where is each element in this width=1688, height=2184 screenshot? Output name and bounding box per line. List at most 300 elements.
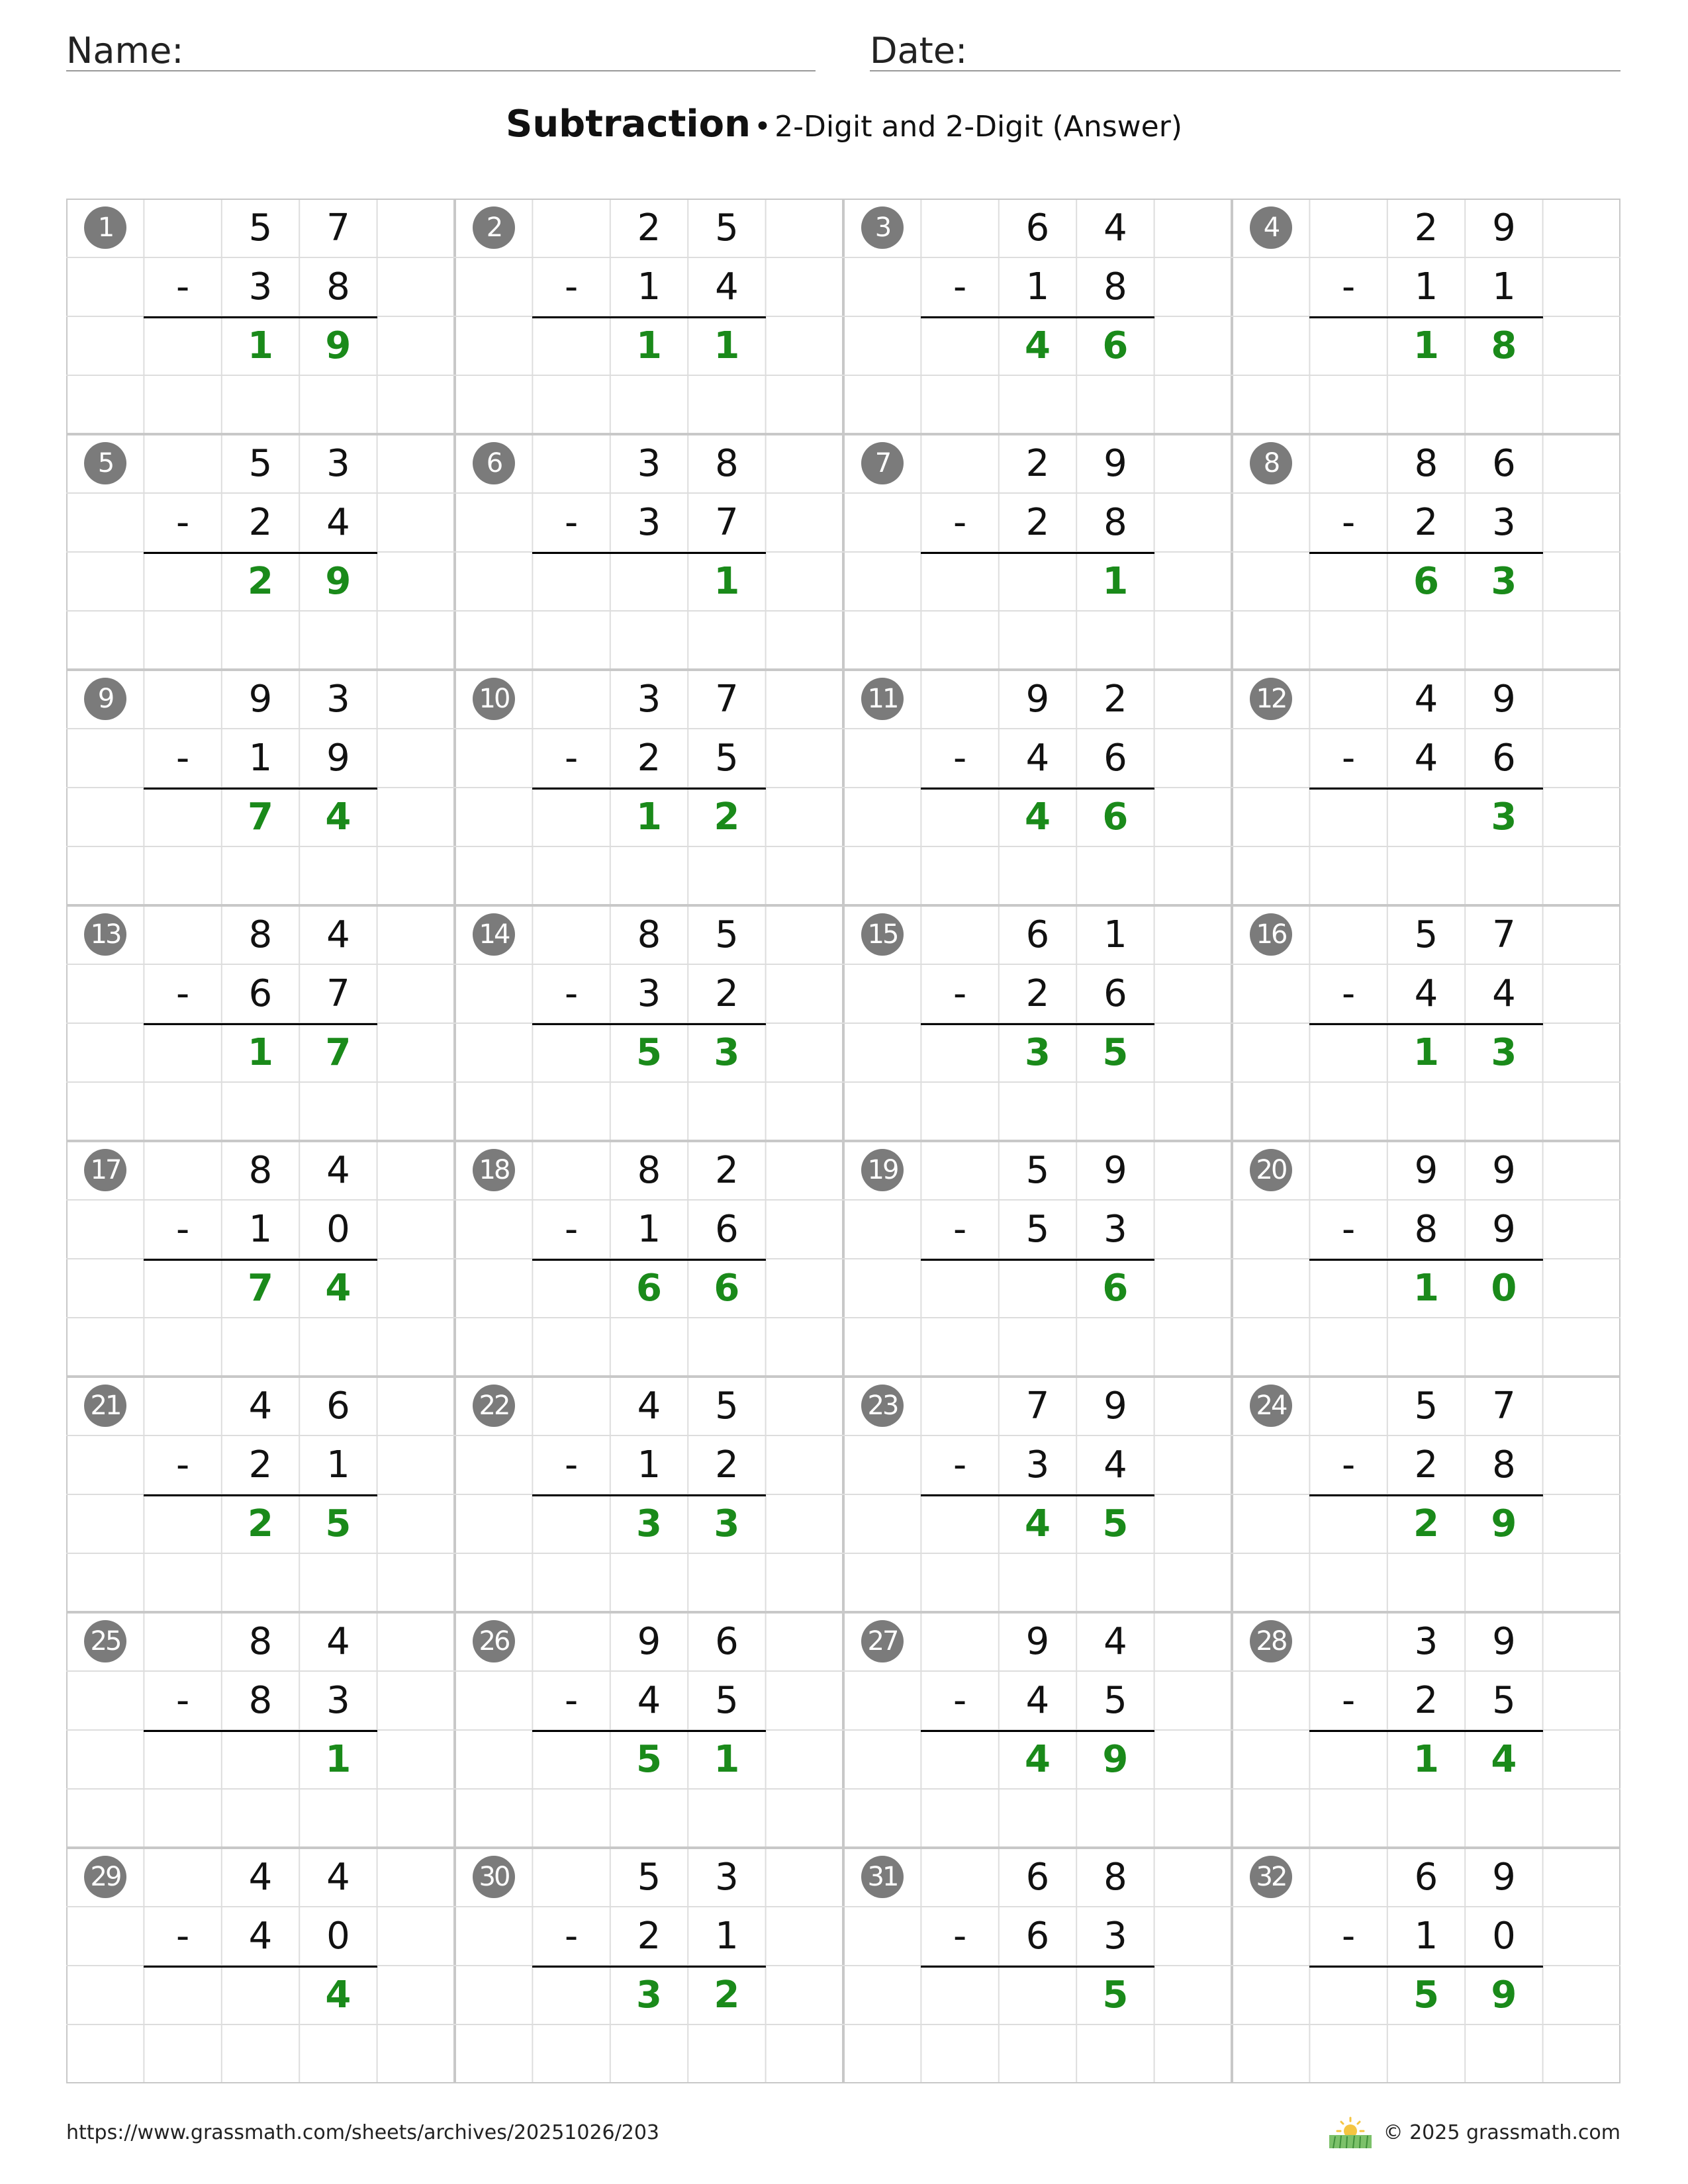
minuend-ones-digit: 4 (326, 1620, 350, 1663)
answer-ones-digit: 6 (1102, 324, 1129, 367)
problem-number-badge: 25 (84, 1620, 126, 1662)
answer-rule (144, 1259, 377, 1261)
answer-ones-digit: 6 (1102, 796, 1129, 839)
subtrahend-tens-digit: 1 (1414, 265, 1438, 308)
problem-number-badge: 16 (1250, 913, 1292, 956)
answer-ones-digit: 3 (714, 1031, 740, 1074)
answer-tens-digit: 3 (636, 1974, 662, 2017)
answer-ones-digit: 1 (714, 1738, 740, 1781)
subtrahend-tens-digit: 1 (1414, 1915, 1438, 1958)
subtrahend-ones-digit: 6 (1103, 972, 1127, 1015)
minuend-tens-digit: 8 (1414, 442, 1438, 485)
minuend-ones-digit: 5 (715, 206, 739, 250)
minus-sign: - (1341, 737, 1356, 780)
title-subtitle: 2-Digit and 2-Digit (Answer) (774, 110, 1182, 144)
problem-number-badge: 29 (84, 1856, 126, 1898)
minuend-ones-digit: 2 (1103, 678, 1127, 721)
answer-ones-digit: 4 (1491, 1738, 1517, 1781)
minus-sign: - (564, 265, 579, 308)
minuend-tens-digit: 9 (637, 1620, 661, 1663)
problem-number-badge: 4 (1250, 206, 1292, 249)
subtrahend-tens-digit: 4 (248, 1915, 273, 1958)
problem-number-badge: 14 (473, 913, 515, 956)
answer-tens-digit: 2 (248, 560, 273, 603)
answer-tens-digit: 3 (636, 1502, 662, 1545)
minus-sign: - (1341, 1679, 1356, 1722)
minuend-ones-digit: 1 (1103, 913, 1127, 956)
answer-tens-digit (222, 1966, 299, 2025)
problem-number-badge: 8 (1250, 442, 1292, 484)
answer-rule (532, 1730, 765, 1732)
problem-number-badge: 20 (1250, 1149, 1292, 1191)
answer-ones-digit: 4 (325, 1974, 352, 2017)
subtrahend-ones-digit: 7 (326, 972, 350, 1015)
answer-rule (1309, 1494, 1542, 1496)
subtrahend-ones-digit: 9 (326, 737, 350, 780)
answer-rule (1309, 1259, 1542, 1261)
minuend-ones-digit: 9 (1103, 1385, 1127, 1428)
minuend-ones-digit: 6 (715, 1620, 739, 1663)
answer-ones-digit: 0 (1491, 1267, 1517, 1310)
minuend-ones-digit: 9 (1492, 206, 1516, 250)
problem-number-badge: 13 (84, 913, 126, 956)
problem-block (66, 199, 455, 434)
answer-ones-digit: 1 (325, 1738, 352, 1781)
minuend-ones-digit: 8 (715, 442, 739, 485)
answer-rule (1309, 1023, 1542, 1025)
answer-rule (1309, 1966, 1542, 1968)
subtrahend-ones-digit: 8 (1103, 501, 1127, 544)
subtrahend-ones-digit: 8 (326, 265, 350, 308)
minuend-tens-digit: 6 (1025, 206, 1050, 250)
subtrahend-tens-digit: 2 (1025, 501, 1050, 544)
title-separator: • (754, 110, 771, 144)
minuend-tens-digit: 2 (1025, 442, 1050, 485)
minuend-tens-digit: 2 (637, 206, 661, 250)
answer-rule (532, 1494, 765, 1496)
subtrahend-ones-digit: 0 (1492, 1915, 1516, 1958)
minuend-ones-digit: 2 (715, 1149, 739, 1192)
problem-block (1232, 1848, 1620, 2083)
problem-block (455, 434, 843, 670)
answer-tens-digit (1387, 788, 1465, 846)
subtrahend-ones-digit: 0 (326, 1915, 350, 1958)
problem-number-badge: 10 (473, 678, 515, 720)
minuend-ones-digit: 4 (326, 1856, 350, 1899)
problem-block (843, 1141, 1232, 1377)
grass-sun-logo-icon (1327, 2114, 1374, 2150)
problem-block (1232, 670, 1620, 905)
problem-block (1232, 905, 1620, 1141)
answer-rule (532, 552, 765, 554)
subtrahend-ones-digit: 7 (715, 501, 739, 544)
minus-sign: - (1341, 1208, 1356, 1251)
subtrahend-ones-digit: 5 (1492, 1679, 1516, 1722)
answer-ones-digit: 3 (1491, 560, 1517, 603)
minus-sign: - (1341, 265, 1356, 308)
problem-block (455, 1377, 843, 1612)
answer-tens-digit (999, 1966, 1076, 2025)
subtrahend-ones-digit: 2 (715, 972, 739, 1015)
worksheet-title (0, 103, 1688, 146)
problem-block (1232, 1377, 1620, 1612)
minuend-tens-digit: 5 (248, 442, 273, 485)
minus-sign: - (953, 737, 967, 780)
subtrahend-tens-digit: 2 (1414, 1679, 1438, 1722)
subtrahend-ones-digit: 6 (1492, 737, 1516, 780)
subtrahend-ones-digit: 9 (1492, 1208, 1516, 1251)
answer-ones-digit: 3 (1491, 1031, 1517, 1074)
minus-sign: - (953, 1443, 967, 1486)
subtrahend-tens-digit: 2 (637, 737, 661, 780)
answer-tens-digit: 4 (1025, 796, 1051, 839)
problem-number-badge: 32 (1250, 1856, 1292, 1898)
problem-block (843, 199, 1232, 434)
name-label: Name: (66, 30, 184, 71)
answer-rule (144, 316, 377, 318)
answer-tens-digit: 6 (1413, 560, 1439, 603)
minuend-ones-digit: 5 (715, 1385, 739, 1428)
minuend-ones-digit: 7 (1492, 913, 1516, 956)
subtrahend-ones-digit: 1 (715, 1915, 739, 1958)
problem-block (843, 1377, 1232, 1612)
answer-tens-digit: 2 (248, 1502, 273, 1545)
minus-sign: - (953, 1208, 967, 1251)
subtrahend-ones-digit: 2 (715, 1443, 739, 1486)
answer-rule (532, 1966, 765, 1968)
minus-sign: - (175, 1208, 190, 1251)
answer-ones-digit: 1 (714, 324, 740, 367)
answer-tens-digit: 1 (248, 1031, 273, 1074)
answer-ones-digit: 5 (1102, 1974, 1129, 2017)
subtrahend-tens-digit: 2 (1025, 972, 1050, 1015)
problem-block (1232, 434, 1620, 670)
minuend-tens-digit: 5 (248, 206, 273, 250)
answer-rule (921, 1966, 1154, 1968)
problem-block (455, 199, 843, 434)
subtrahend-tens-digit: 3 (637, 972, 661, 1015)
minuend-tens-digit: 9 (1025, 1620, 1050, 1663)
minuend-tens-digit: 6 (1414, 1856, 1438, 1899)
subtrahend-ones-digit: 1 (326, 1443, 350, 1486)
minuend-tens-digit: 3 (637, 442, 661, 485)
problem-block (66, 1377, 455, 1612)
answer-tens-digit: 2 (1413, 1502, 1439, 1545)
subtrahend-tens-digit: 1 (637, 1443, 661, 1486)
subtrahend-tens-digit: 2 (1414, 1443, 1438, 1486)
answer-tens-digit: 5 (636, 1738, 662, 1781)
answer-tens-digit: 1 (1413, 1738, 1439, 1781)
minus-sign: - (564, 501, 579, 544)
minuend-tens-digit: 8 (248, 913, 273, 956)
problem-number-badge: 21 (84, 1385, 126, 1427)
answer-rule (921, 1259, 1154, 1261)
problem-number-badge: 9 (84, 678, 126, 720)
answer-rule (144, 1966, 377, 1968)
answer-ones-digit: 4 (325, 1267, 352, 1310)
minus-sign: - (564, 1208, 579, 1251)
minus-sign: - (953, 501, 967, 544)
answer-rule (144, 552, 377, 554)
problem-number-badge: 17 (84, 1149, 126, 1191)
minuend-ones-digit: 6 (326, 1385, 350, 1428)
minuend-ones-digit: 8 (1103, 1856, 1127, 1899)
minuend-ones-digit: 3 (326, 678, 350, 721)
subtrahend-ones-digit: 5 (1103, 1679, 1127, 1722)
problem-number-badge: 1 (84, 206, 126, 249)
answer-tens-digit: 1 (248, 324, 273, 367)
minus-sign: - (953, 1679, 967, 1722)
minuend-ones-digit: 9 (1103, 1149, 1127, 1192)
minuend-ones-digit: 4 (1103, 1620, 1127, 1663)
minus-sign: - (175, 972, 190, 1015)
subtrahend-tens-digit: 4 (1025, 737, 1050, 780)
minus-sign: - (564, 1443, 579, 1486)
footer-copyright: © 2025 grassmath.com (1383, 2121, 1620, 2144)
subtrahend-ones-digit: 8 (1103, 265, 1127, 308)
answer-rule (1309, 316, 1542, 318)
problem-block (1232, 1141, 1620, 1377)
minus-sign: - (175, 1679, 190, 1722)
minus-sign: - (564, 737, 579, 780)
minus-sign: - (1341, 972, 1356, 1015)
answer-tens-digit: 1 (1413, 1267, 1439, 1310)
problem-block (455, 905, 843, 1141)
subtrahend-ones-digit: 4 (715, 265, 739, 308)
subtrahend-ones-digit: 3 (1103, 1208, 1127, 1251)
problem-number-badge: 24 (1250, 1385, 1292, 1427)
subtrahend-tens-digit: 4 (637, 1679, 661, 1722)
minuend-tens-digit: 9 (1025, 678, 1050, 721)
minuend-tens-digit: 3 (1414, 1620, 1438, 1663)
answer-rule (532, 788, 765, 790)
answer-tens-digit: 7 (248, 1267, 273, 1310)
minus-sign: - (175, 1915, 190, 1958)
answer-ones-digit: 9 (325, 560, 352, 603)
problem-number-badge: 26 (473, 1620, 515, 1662)
subtrahend-ones-digit: 3 (326, 1679, 350, 1722)
problem-block (455, 1612, 843, 1848)
answer-ones-digit: 8 (1491, 324, 1517, 367)
problem-number-badge: 23 (861, 1385, 904, 1427)
minuend-tens-digit: 4 (1414, 678, 1438, 721)
problem-number-badge: 2 (473, 206, 515, 249)
subtrahend-tens-digit: 3 (1025, 1443, 1050, 1486)
subtrahend-tens-digit: 5 (1025, 1208, 1050, 1251)
answer-rule (532, 1023, 765, 1025)
answer-ones-digit: 6 (714, 1267, 740, 1310)
date-label: Date: (870, 30, 968, 71)
answer-rule (921, 316, 1154, 318)
subtrahend-ones-digit: 1 (1492, 265, 1516, 308)
problem-block (66, 670, 455, 905)
answer-ones-digit: 9 (1102, 1738, 1129, 1781)
answer-tens-digit: 5 (1413, 1974, 1439, 2017)
footer-url: https://www.grassmath.com/sheets/archives/20251026/203 (66, 2121, 660, 2144)
subtrahend-tens-digit: 2 (637, 1915, 661, 1958)
answer-ones-digit: 2 (714, 796, 740, 839)
answer-rule (532, 1259, 765, 1261)
minuend-tens-digit: 2 (1414, 206, 1438, 250)
subtrahend-tens-digit: 6 (1025, 1915, 1050, 1958)
subtrahend-tens-digit: 1 (248, 1208, 273, 1251)
answer-rule (1309, 552, 1542, 554)
problem-number-badge: 19 (861, 1149, 904, 1191)
answer-tens-digit: 4 (1025, 324, 1051, 367)
answer-tens-digit (999, 552, 1076, 611)
minuend-tens-digit: 8 (637, 913, 661, 956)
minus-sign: - (175, 501, 190, 544)
minuend-ones-digit: 9 (1492, 1620, 1516, 1663)
problem-number-badge: 6 (473, 442, 515, 484)
subtrahend-tens-digit: 2 (1414, 501, 1438, 544)
subtrahend-ones-digit: 6 (715, 1208, 739, 1251)
minuend-ones-digit: 7 (1492, 1385, 1516, 1428)
problem-number-badge: 30 (473, 1856, 515, 1898)
subtrahend-ones-digit: 3 (1492, 501, 1516, 544)
minus-sign: - (1341, 501, 1356, 544)
answer-tens-digit: 1 (1413, 1031, 1439, 1074)
problem-number-badge: 15 (861, 913, 904, 956)
problem-number-badge: 31 (861, 1856, 904, 1898)
answer-tens-digit (610, 552, 688, 611)
problem-number-badge: 7 (861, 442, 904, 484)
minus-sign: - (564, 1679, 579, 1722)
name-field[interactable] (66, 25, 816, 71)
minuend-ones-digit: 3 (326, 442, 350, 485)
minuend-tens-digit: 5 (1414, 1385, 1438, 1428)
minuend-tens-digit: 9 (248, 678, 273, 721)
problem-number-badge: 5 (84, 442, 126, 484)
answer-tens-digit (999, 1259, 1076, 1318)
minuend-tens-digit: 7 (1025, 1385, 1050, 1428)
problem-block (843, 670, 1232, 905)
subtrahend-ones-digit: 5 (715, 1679, 739, 1722)
answer-tens-digit: 1 (636, 324, 662, 367)
problem-grid (66, 199, 1620, 2083)
date-field[interactable] (870, 25, 1620, 71)
subtrahend-tens-digit: 1 (248, 737, 273, 780)
answer-ones-digit: 6 (1102, 1267, 1129, 1310)
problem-block (843, 1848, 1232, 2083)
subtrahend-tens-digit: 2 (248, 501, 273, 544)
answer-ones-digit: 3 (714, 1502, 740, 1545)
problem-block (455, 1141, 843, 1377)
minus-sign: - (1341, 1443, 1356, 1486)
minuend-tens-digit: 6 (1025, 1856, 1050, 1899)
answer-ones-digit: 9 (1491, 1974, 1517, 2017)
subtrahend-tens-digit: 8 (248, 1679, 273, 1722)
subtrahend-tens-digit: 8 (1414, 1208, 1438, 1251)
subtrahend-tens-digit: 3 (637, 501, 661, 544)
minus-sign: - (953, 1915, 967, 1958)
minuend-tens-digit: 4 (248, 1385, 273, 1428)
minuend-ones-digit: 9 (1492, 1856, 1516, 1899)
answer-ones-digit: 1 (1102, 560, 1129, 603)
problem-block (455, 1848, 843, 2083)
subtrahend-tens-digit: 1 (637, 265, 661, 308)
minus-sign: - (175, 737, 190, 780)
problem-block (66, 1612, 455, 1848)
minuend-ones-digit: 4 (326, 1149, 350, 1192)
minuend-tens-digit: 3 (637, 678, 661, 721)
subtrahend-tens-digit: 6 (248, 972, 273, 1015)
answer-tens-digit: 4 (1025, 1502, 1051, 1545)
minuend-tens-digit: 5 (1414, 913, 1438, 956)
problem-number-badge: 18 (473, 1149, 515, 1191)
problem-block (455, 670, 843, 905)
minuend-tens-digit: 4 (248, 1856, 273, 1899)
minuend-tens-digit: 5 (637, 1856, 661, 1899)
problem-block (1232, 1612, 1620, 1848)
problem-block (66, 1141, 455, 1377)
subtrahend-ones-digit: 3 (1103, 1915, 1127, 1958)
problem-number-badge: 27 (861, 1620, 904, 1662)
title-main: Subtraction (505, 103, 751, 146)
subtrahend-ones-digit: 4 (1103, 1443, 1127, 1486)
minuend-ones-digit: 6 (1492, 442, 1516, 485)
answer-rule (921, 552, 1154, 554)
subtrahend-tens-digit: 4 (1414, 972, 1438, 1015)
answer-rule (921, 788, 1154, 790)
problem-block (66, 434, 455, 670)
answer-rule (144, 1023, 377, 1025)
minuend-tens-digit: 8 (248, 1620, 273, 1663)
minuend-tens-digit: 4 (637, 1385, 661, 1428)
minus-sign: - (1341, 1915, 1356, 1958)
subtrahend-tens-digit: 2 (248, 1443, 273, 1486)
answer-tens-digit: 4 (1025, 1738, 1051, 1781)
minuend-tens-digit: 8 (248, 1149, 273, 1192)
answer-ones-digit: 7 (325, 1031, 352, 1074)
minus-sign: - (175, 265, 190, 308)
subtrahend-tens-digit: 3 (248, 265, 273, 308)
minuend-ones-digit: 9 (1492, 1149, 1516, 1192)
subtrahend-ones-digit: 8 (1492, 1443, 1516, 1486)
answer-rule (144, 1730, 377, 1732)
minuend-tens-digit: 5 (1025, 1149, 1050, 1192)
minuend-ones-digit: 4 (1103, 206, 1127, 250)
answer-ones-digit: 9 (1491, 1502, 1517, 1545)
minus-sign: - (953, 972, 967, 1015)
subtrahend-tens-digit: 4 (1414, 737, 1438, 780)
problem-block (66, 905, 455, 1141)
minuend-ones-digit: 7 (715, 678, 739, 721)
problem-number-badge: 11 (861, 678, 904, 720)
subtrahend-ones-digit: 6 (1103, 737, 1127, 780)
answer-ones-digit: 1 (714, 560, 740, 603)
problem-number-badge: 3 (861, 206, 904, 249)
minuend-ones-digit: 3 (715, 1856, 739, 1899)
problem-block (843, 905, 1232, 1141)
answer-ones-digit: 5 (325, 1502, 352, 1545)
answer-rule (921, 1730, 1154, 1732)
answer-tens-digit: 6 (636, 1267, 662, 1310)
answer-rule (144, 1494, 377, 1496)
minus-sign: - (564, 1915, 579, 1958)
problem-block (843, 434, 1232, 670)
subtrahend-ones-digit: 4 (326, 501, 350, 544)
answer-rule (921, 1023, 1154, 1025)
answer-ones-digit: 9 (325, 324, 352, 367)
problem-number-badge: 28 (1250, 1620, 1292, 1662)
subtrahend-ones-digit: 0 (326, 1208, 350, 1251)
subtrahend-tens-digit: 4 (1025, 1679, 1050, 1722)
answer-ones-digit: 5 (1102, 1031, 1129, 1074)
minuend-ones-digit: 9 (1103, 442, 1127, 485)
answer-tens-digit: 7 (248, 796, 273, 839)
minuend-tens-digit: 9 (1414, 1149, 1438, 1192)
